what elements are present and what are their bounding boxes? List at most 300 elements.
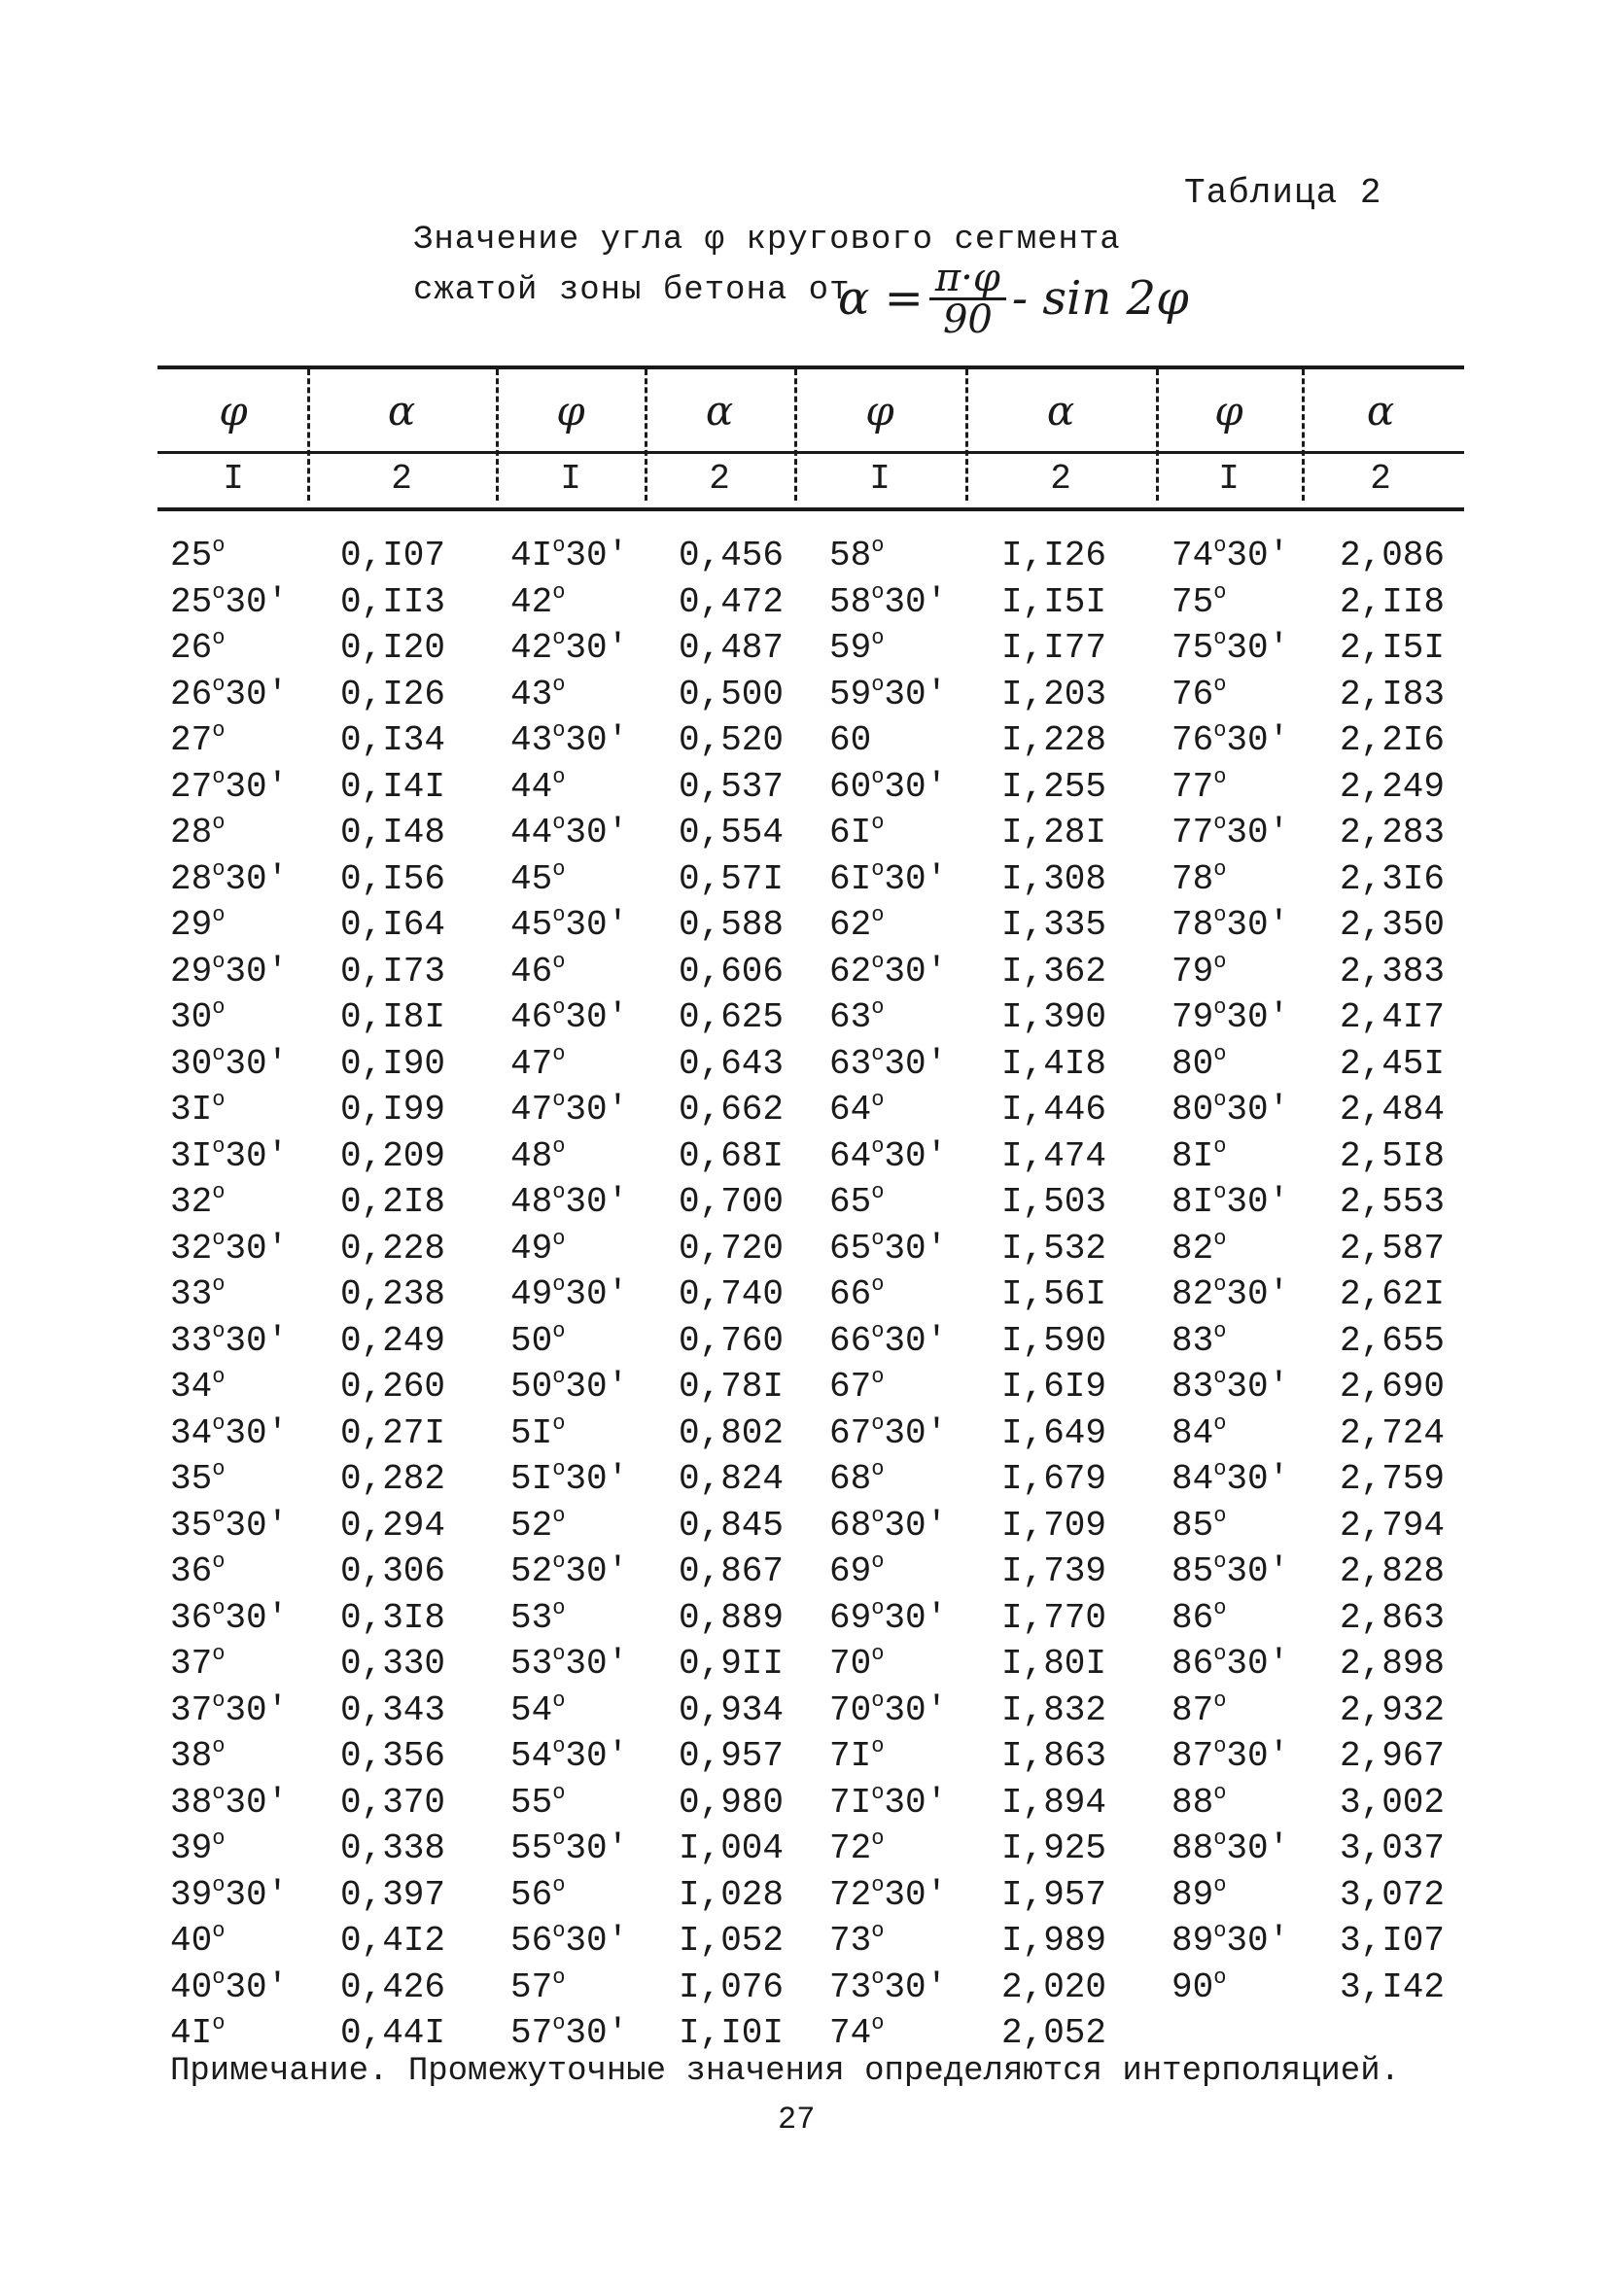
table-cell: 0,I4I [340, 766, 446, 807]
table-cell: $8I^o$ [1171, 1133, 1227, 1176]
header-symbol: α [705, 387, 734, 435]
column-phi-4 [1171, 533, 1289, 2010]
table-cell: 29$^o$ [170, 903, 226, 945]
table-cell: 75$^o$ [1171, 579, 1227, 622]
table-cell: 58$^o$ [829, 534, 885, 575]
table-cell: 82$^o$30' [1171, 1272, 1290, 1314]
table-cell: I,679 [1001, 1459, 1107, 1499]
table-cell: 27$^o$ [170, 718, 226, 760]
table-cell: I,709 [1001, 1505, 1107, 1546]
table-cell: 56$^o$30' [510, 1919, 629, 1961]
table-cell: 2,II8 [1340, 581, 1446, 622]
table-cell: 0,845 [679, 1505, 785, 1546]
table-cell: 42$^o$30' [510, 626, 629, 668]
table-cell: 69$^o$ [829, 1549, 885, 1591]
header-separator [1156, 369, 1159, 501]
column-phi-1 [170, 533, 288, 2057]
table-cell: 0,643 [679, 1043, 785, 1084]
table-cell: 42$^o$ [510, 579, 566, 622]
table-cell: 78$^o$ [1171, 856, 1227, 899]
table-cell: I,770 [1001, 1597, 1107, 1638]
table-cell: 76$^o$30' [1171, 718, 1290, 760]
table-cell: 0,957 [679, 1736, 785, 1776]
table-cell: 83$^o$ [1171, 1318, 1227, 1361]
table-cell: I,590 [1001, 1320, 1107, 1361]
table-cell: 0,II3 [340, 581, 446, 622]
table-cell: 78$^o$30' [1171, 903, 1290, 945]
table-cell: 35$^o$ [170, 1457, 226, 1499]
table-cell: 72$^o$ [829, 1826, 885, 1868]
table-cell: 0,44I [340, 2013, 446, 2053]
table-cell: $5I^o$ [510, 1410, 566, 1453]
table-cell: 33$^o$30' [170, 1318, 289, 1361]
table-cell: 38$^o$30' [170, 1780, 289, 1823]
table-cell: 87$^o$30' [1171, 1734, 1290, 1776]
table-cell: 57$^o$ [510, 1965, 566, 2007]
table-cell: 0,260 [340, 1367, 446, 1407]
table-cell: I,474 [1001, 1135, 1107, 1176]
header-separator [1302, 369, 1305, 501]
table-cell: 2,086 [1340, 536, 1446, 575]
table-cell: 2,I83 [1340, 674, 1446, 714]
table-cell: 76$^o$ [1171, 672, 1227, 714]
table-cell: 0,209 [340, 1135, 446, 1176]
table-cell: 49$^o$30' [510, 1272, 629, 1314]
table-cell: 90$^o$ [1171, 1965, 1227, 2007]
table-cell: 30$^o$30' [170, 1041, 289, 1084]
table-cell: $4I^o$ [170, 2011, 226, 2053]
table-cell: 0,27I [340, 1412, 446, 1453]
table-cell: I,446 [1001, 1090, 1107, 1130]
table-cell: 0,588 [679, 905, 785, 945]
table-cell: 0,740 [679, 1274, 785, 1314]
table-cell: 47$^o$30' [510, 1088, 629, 1130]
table-cell: 63$^o$30' [829, 1041, 948, 1084]
table-cell: 67$^o$30' [829, 1410, 948, 1453]
table-cell: 0,3I8 [340, 1597, 446, 1638]
table-cell: I,863 [1001, 1736, 1107, 1776]
table-cell: 26$^o$ [170, 626, 226, 668]
table-cell: I,989 [1001, 1921, 1107, 1961]
header-symbol: φ [556, 387, 585, 435]
table-cell: 0,I90 [340, 1043, 446, 1084]
table-cell: 70$^o$30' [829, 1687, 948, 1730]
table-cell: 0,889 [679, 1597, 785, 1638]
table-cell: I,203 [1001, 674, 1107, 714]
table-cell: 2,484 [1340, 1090, 1446, 1130]
table-cell: 0,456 [679, 536, 785, 575]
table-cell: 72$^o$30' [829, 1872, 948, 1915]
table-cell: 0,I99 [340, 1090, 446, 1130]
table-cell: 2,249 [1340, 766, 1446, 807]
table-cell: 0,824 [679, 1459, 785, 1499]
table-cell: 0,I20 [340, 628, 446, 668]
table-cell: 46$^o$ [510, 949, 566, 991]
table-cell: 0,4I2 [340, 1921, 446, 1961]
header-number: I [1218, 459, 1240, 499]
table-cell: 0,980 [679, 1782, 785, 1823]
header-number: 2 [1370, 459, 1391, 499]
table-cell: 49$^o$ [510, 1226, 566, 1269]
table-cell: 2,I5I [1340, 628, 1446, 668]
table-cell: 45$^o$30' [510, 903, 629, 945]
table-cell: 0,426 [340, 1966, 446, 2007]
table-cell: 47$^o$ [510, 1041, 566, 1084]
table-cell: 0,78I [679, 1367, 785, 1407]
table-cell: 70$^o$ [829, 1642, 885, 1684]
table-cell: 2,3I6 [1340, 858, 1446, 899]
table-cell: 73$^o$ [829, 1919, 885, 1961]
table-cell: 0,238 [340, 1274, 446, 1314]
table-cell: 34$^o$30' [170, 1410, 289, 1453]
table-cell: $7I^o$ [829, 1734, 885, 1776]
table-cell: 59$^o$30' [829, 672, 948, 714]
table-cell: $6I^o$ [829, 811, 885, 852]
table-cell: 65$^o$ [829, 1180, 885, 1222]
table-cell: $3I^o$ [170, 1088, 226, 1130]
table-cell: $8I^o30'$ [1171, 1180, 1290, 1222]
table-cell: 88$^o$30' [1171, 1826, 1290, 1868]
table-cell: 88$^o$ [1171, 1780, 1227, 1823]
table-cell: 30$^o$ [170, 995, 226, 1037]
table-cell: 36$^o$30' [170, 1595, 289, 1638]
table-top-rule [157, 365, 1464, 369]
table-cell: 38$^o$ [170, 1734, 226, 1776]
table-cell: 50$^o$30' [510, 1365, 629, 1407]
table-cell: 2,020 [1001, 1966, 1107, 2007]
table-cell: 85$^o$ [1171, 1503, 1227, 1546]
table-cell: 53$^o$30' [510, 1642, 629, 1684]
table-cell: 56$^o$ [510, 1872, 566, 1915]
table-cell: 0,625 [679, 997, 785, 1037]
table-cell: 0,I64 [340, 905, 446, 945]
table-cell: 25$^o$ [170, 534, 226, 575]
table-cell: 55$^o$30' [510, 1826, 629, 1868]
table-cell: $4I^o30'$ [510, 534, 629, 575]
column-alpha-3 [1001, 533, 1106, 2057]
table-cell: 82$^o$ [1171, 1226, 1227, 1269]
table-cell: 0,2I8 [340, 1182, 446, 1222]
table-cell: 66$^o$ [829, 1272, 885, 1314]
table-cell: 0,I26 [340, 674, 446, 714]
table-cell: 0,9II [679, 1644, 785, 1684]
table-cell: 0,802 [679, 1412, 785, 1453]
table-cell: 0,I48 [340, 813, 446, 852]
table-cell: I,I5I [1001, 581, 1107, 622]
table-cell: 0,537 [679, 766, 785, 807]
table-cell: 0,282 [340, 1459, 446, 1499]
table-cell: 0,I34 [340, 720, 446, 760]
table-cell: 37$^o$30' [170, 1687, 289, 1730]
table-cell: 62$^o$ [829, 903, 885, 945]
column-alpha-2 [679, 533, 784, 2057]
table-cell: 0,500 [679, 674, 785, 714]
table-cell: 28$^o$30' [170, 856, 289, 899]
table-cell: 29$^o$30' [170, 949, 289, 991]
table-cell: I,894 [1001, 1782, 1107, 1823]
table-cell: 2,655 [1340, 1320, 1446, 1361]
table-cell: $6I^o30'$ [829, 856, 948, 899]
table-cell: 44$^o$ [510, 764, 566, 807]
table-cell: I,I0I [679, 2013, 785, 2053]
table-cell: 2,052 [1001, 2013, 1107, 2053]
table-cell: 39$^o$ [170, 1826, 226, 1868]
table-cell: 74$^o$ [829, 2011, 885, 2053]
formula [838, 255, 1189, 342]
table-cell: 2,898 [1340, 1644, 1446, 1684]
table-cell: 0,760 [679, 1320, 785, 1361]
table-cell: 0,I07 [340, 536, 446, 575]
table-cell: 27$^o$30' [170, 764, 289, 807]
table-cell: 40$^o$30' [170, 1965, 289, 2007]
formula-rhs: - sin 2φ [1011, 271, 1189, 326]
formula-numerator: π·φ [929, 259, 1006, 300]
table-cell: I,6I9 [1001, 1367, 1107, 1407]
header-number: 2 [391, 459, 412, 499]
header-symbol: α [1366, 387, 1395, 435]
table-cell: I,308 [1001, 858, 1107, 899]
table-cell: 2,828 [1340, 1551, 1446, 1591]
table-cell: 2,967 [1340, 1736, 1446, 1776]
table-cell: 59$^o$ [829, 626, 885, 668]
table-cell: I,335 [1001, 905, 1107, 945]
table-cell: 46$^o$30' [510, 995, 629, 1037]
table-cell: I,076 [679, 1966, 785, 2007]
header-separator [496, 369, 499, 501]
table-cell: 2,587 [1340, 1228, 1446, 1269]
table-cell: 53$^o$ [510, 1595, 566, 1638]
table-cell: I,255 [1001, 766, 1107, 807]
table-cell: 2,690 [1340, 1367, 1446, 1407]
table-label: Таблица 2 [1184, 173, 1382, 213]
table-cell: 68$^o$ [829, 1457, 885, 1499]
table-cell: 73$^o$30' [829, 1965, 948, 2007]
table-cell: 28$^o$ [170, 811, 226, 852]
header-symbol: α [387, 387, 416, 435]
table-cell: 0,867 [679, 1551, 785, 1591]
table-cell: 2,932 [1340, 1689, 1446, 1730]
table-cell: 0,I73 [340, 951, 446, 991]
table-cell: 3,I42 [1340, 1966, 1446, 2007]
table-cell: 55$^o$ [510, 1780, 566, 1823]
table-cell: I,957 [1001, 1874, 1107, 1915]
table-cell: I,I26 [1001, 536, 1107, 575]
header-number: 2 [1050, 459, 1071, 499]
table-cell: 0,338 [340, 1828, 446, 1868]
table-cell: $5I^o30'$ [510, 1457, 629, 1499]
column-alpha-1 [340, 533, 445, 2057]
formula-lhs: α = [838, 271, 924, 326]
formula-fraction [929, 255, 1006, 342]
table-cell: I,532 [1001, 1228, 1107, 1269]
table-cell: 2,863 [1340, 1597, 1446, 1638]
table-cell: 58$^o$30' [829, 579, 948, 622]
table-cell: I,I77 [1001, 628, 1107, 668]
table-cell: 3,037 [1340, 1828, 1446, 1868]
table-cell: 84$^o$30' [1171, 1457, 1290, 1499]
table-cell: I,503 [1001, 1182, 1107, 1222]
table-cell: 89$^o$ [1171, 1872, 1227, 1915]
formula-denominator: 90 [942, 296, 993, 342]
table-cell: 26$^o$30' [170, 672, 289, 714]
table-cell: 3,072 [1340, 1874, 1446, 1915]
column-alpha-4 [1340, 533, 1445, 2010]
table-cell: 0,606 [679, 951, 785, 991]
table-cell: I,390 [1001, 997, 1107, 1037]
table-cell: 39$^o$30' [170, 1872, 289, 1915]
table-cell: 77$^o$ [1171, 764, 1227, 807]
table-cell: $3I^o30'$ [170, 1133, 289, 1176]
table-cell: I,28I [1001, 813, 1107, 852]
table-cell: 65$^o$30' [829, 1226, 948, 1269]
table-cell: I,228 [1001, 720, 1107, 760]
table-cell: I,739 [1001, 1551, 1107, 1591]
table-cell: 2,350 [1340, 905, 1446, 945]
table-cell: 2,283 [1340, 813, 1446, 852]
header-number: I [869, 459, 891, 499]
table-cell: 54$^o$ [510, 1687, 566, 1730]
table-cell: 40$^o$ [170, 1919, 226, 1961]
table-cell: 50$^o$ [510, 1318, 566, 1361]
table-cell: 0,330 [340, 1644, 446, 1684]
table-cell: 68$^o$30' [829, 1503, 948, 1546]
table-cell: I,052 [679, 1921, 785, 1961]
table-cell: 0,720 [679, 1228, 785, 1269]
table-cell: 85$^o$30' [1171, 1549, 1290, 1591]
table-cell: 0,356 [340, 1736, 446, 1776]
table-title-line-1: Значение угла φ кругового сегмента [413, 222, 1121, 259]
header-number: I [560, 459, 581, 499]
table-cell: 2,62I [1340, 1274, 1446, 1314]
table-cell: 77$^o$30' [1171, 811, 1290, 852]
table-note: Примечание. Промежуточные значения определяются интерполяцией. [170, 2053, 1401, 2090]
table-cell: I,80I [1001, 1644, 1107, 1684]
table-cell: I,56I [1001, 1274, 1107, 1314]
table-cell: I,004 [679, 1828, 785, 1868]
table-cell: $7I^o30'$ [829, 1780, 948, 1823]
table-cell: 63$^o$ [829, 995, 885, 1037]
table-cell: 32$^o$ [170, 1180, 226, 1222]
table-cell: 45$^o$ [510, 856, 566, 899]
table-cell: 2,4I7 [1340, 997, 1446, 1037]
table-cell: 0,343 [340, 1689, 446, 1730]
table-cell: 67$^o$ [829, 1365, 885, 1407]
header-bottom-rule [157, 507, 1464, 511]
table-cell: 60 [829, 720, 872, 760]
header-symbol: φ [219, 387, 248, 435]
table-cell: 64$^o$ [829, 1088, 885, 1130]
table-cell: 66$^o$30' [829, 1318, 948, 1361]
header-separator [645, 369, 647, 501]
table-cell: 80$^o$ [1171, 1041, 1227, 1084]
table-cell: 52$^o$30' [510, 1549, 629, 1591]
table-cell: I,925 [1001, 1828, 1107, 1868]
table-cell: 2,45I [1340, 1043, 1446, 1084]
table-title-line-2: сжатой зоны бетона от [413, 272, 851, 309]
table-cell: 0,370 [340, 1782, 446, 1823]
table-cell: 80$^o$30' [1171, 1088, 1290, 1130]
table-cell: 0,294 [340, 1505, 446, 1546]
table-cell: 32$^o$30' [170, 1226, 289, 1269]
table-cell: 37$^o$ [170, 1642, 226, 1684]
header-number: 2 [709, 459, 730, 499]
table-cell: 89$^o$30' [1171, 1919, 1290, 1961]
table-cell: 0,472 [679, 581, 785, 622]
table-cell: 86$^o$ [1171, 1595, 1227, 1638]
table-cell: 0,306 [340, 1551, 446, 1591]
table-cell: 33$^o$ [170, 1272, 226, 1314]
header-symbol: φ [865, 387, 894, 435]
table-cell: 2,553 [1340, 1182, 1446, 1222]
header-divider-rule [157, 451, 1464, 454]
table-cell: 64$^o$30' [829, 1133, 948, 1176]
table-cell: 0,397 [340, 1874, 446, 1915]
header-symbol: φ [1214, 387, 1243, 435]
table-cell: 0,68I [679, 1135, 785, 1176]
header-separator [965, 369, 968, 501]
table-cell: 43$^o$ [510, 672, 566, 714]
table-cell: 44$^o$30' [510, 811, 629, 852]
table-cell: 0,228 [340, 1228, 446, 1269]
table-cell: 69$^o$30' [829, 1595, 948, 1638]
table-cell: 2,5I8 [1340, 1135, 1446, 1176]
table-cell: 86$^o$30' [1171, 1642, 1290, 1684]
table-cell: 87$^o$ [1171, 1687, 1227, 1730]
table-cell: 75$^o$30' [1171, 626, 1290, 668]
header-number: I [223, 459, 244, 499]
table-cell: 25$^o$30' [170, 579, 289, 622]
table-cell: 2,759 [1340, 1459, 1446, 1499]
table-cell: I,362 [1001, 951, 1107, 991]
table-cell: I,028 [679, 1874, 785, 1915]
table-cell: 43$^o$30' [510, 718, 629, 760]
table-cell: 57$^o$30' [510, 2011, 629, 2053]
table-cell: 2,383 [1340, 951, 1446, 991]
table-cell: 48$^o$30' [510, 1180, 629, 1222]
table-cell: 2,724 [1340, 1412, 1446, 1453]
table-cell: 2,794 [1340, 1505, 1446, 1546]
table-cell: 0,249 [340, 1320, 446, 1361]
table-cell: 54$^o$30' [510, 1734, 629, 1776]
table-cell: 34$^o$ [170, 1365, 226, 1407]
table-cell: 79$^o$30' [1171, 995, 1290, 1037]
header-symbol: α [1046, 387, 1075, 435]
header-separator [794, 369, 797, 501]
table-cell: 0,57I [679, 858, 785, 899]
table-cell: 84$^o$ [1171, 1410, 1227, 1453]
table-cell: 0,520 [679, 720, 785, 760]
table-cell: 0,I56 [340, 858, 446, 899]
table-cell: 0,934 [679, 1689, 785, 1730]
table-cell: 35$^o$30' [170, 1503, 289, 1546]
table-cell: 36$^o$ [170, 1549, 226, 1591]
table-cell: 83$^o$30' [1171, 1365, 1290, 1407]
table-cell: 0,I8I [340, 997, 446, 1037]
column-phi-2 [510, 533, 628, 2057]
table-cell: I,4I8 [1001, 1043, 1107, 1084]
column-phi-3 [829, 533, 947, 2057]
table-cell: 74$^o$30' [1171, 534, 1290, 575]
table-cell: 62$^o$30' [829, 949, 948, 991]
table-cell: 0,700 [679, 1182, 785, 1222]
table-cell: 0,487 [679, 628, 785, 668]
table-cell: 2,2I6 [1340, 720, 1446, 760]
header-separator [307, 369, 310, 501]
table-cell: 79$^o$ [1171, 949, 1227, 991]
table-cell: I,832 [1001, 1689, 1107, 1730]
table-cell: 0,662 [679, 1090, 785, 1130]
table-cell: 48$^o$ [510, 1133, 566, 1176]
